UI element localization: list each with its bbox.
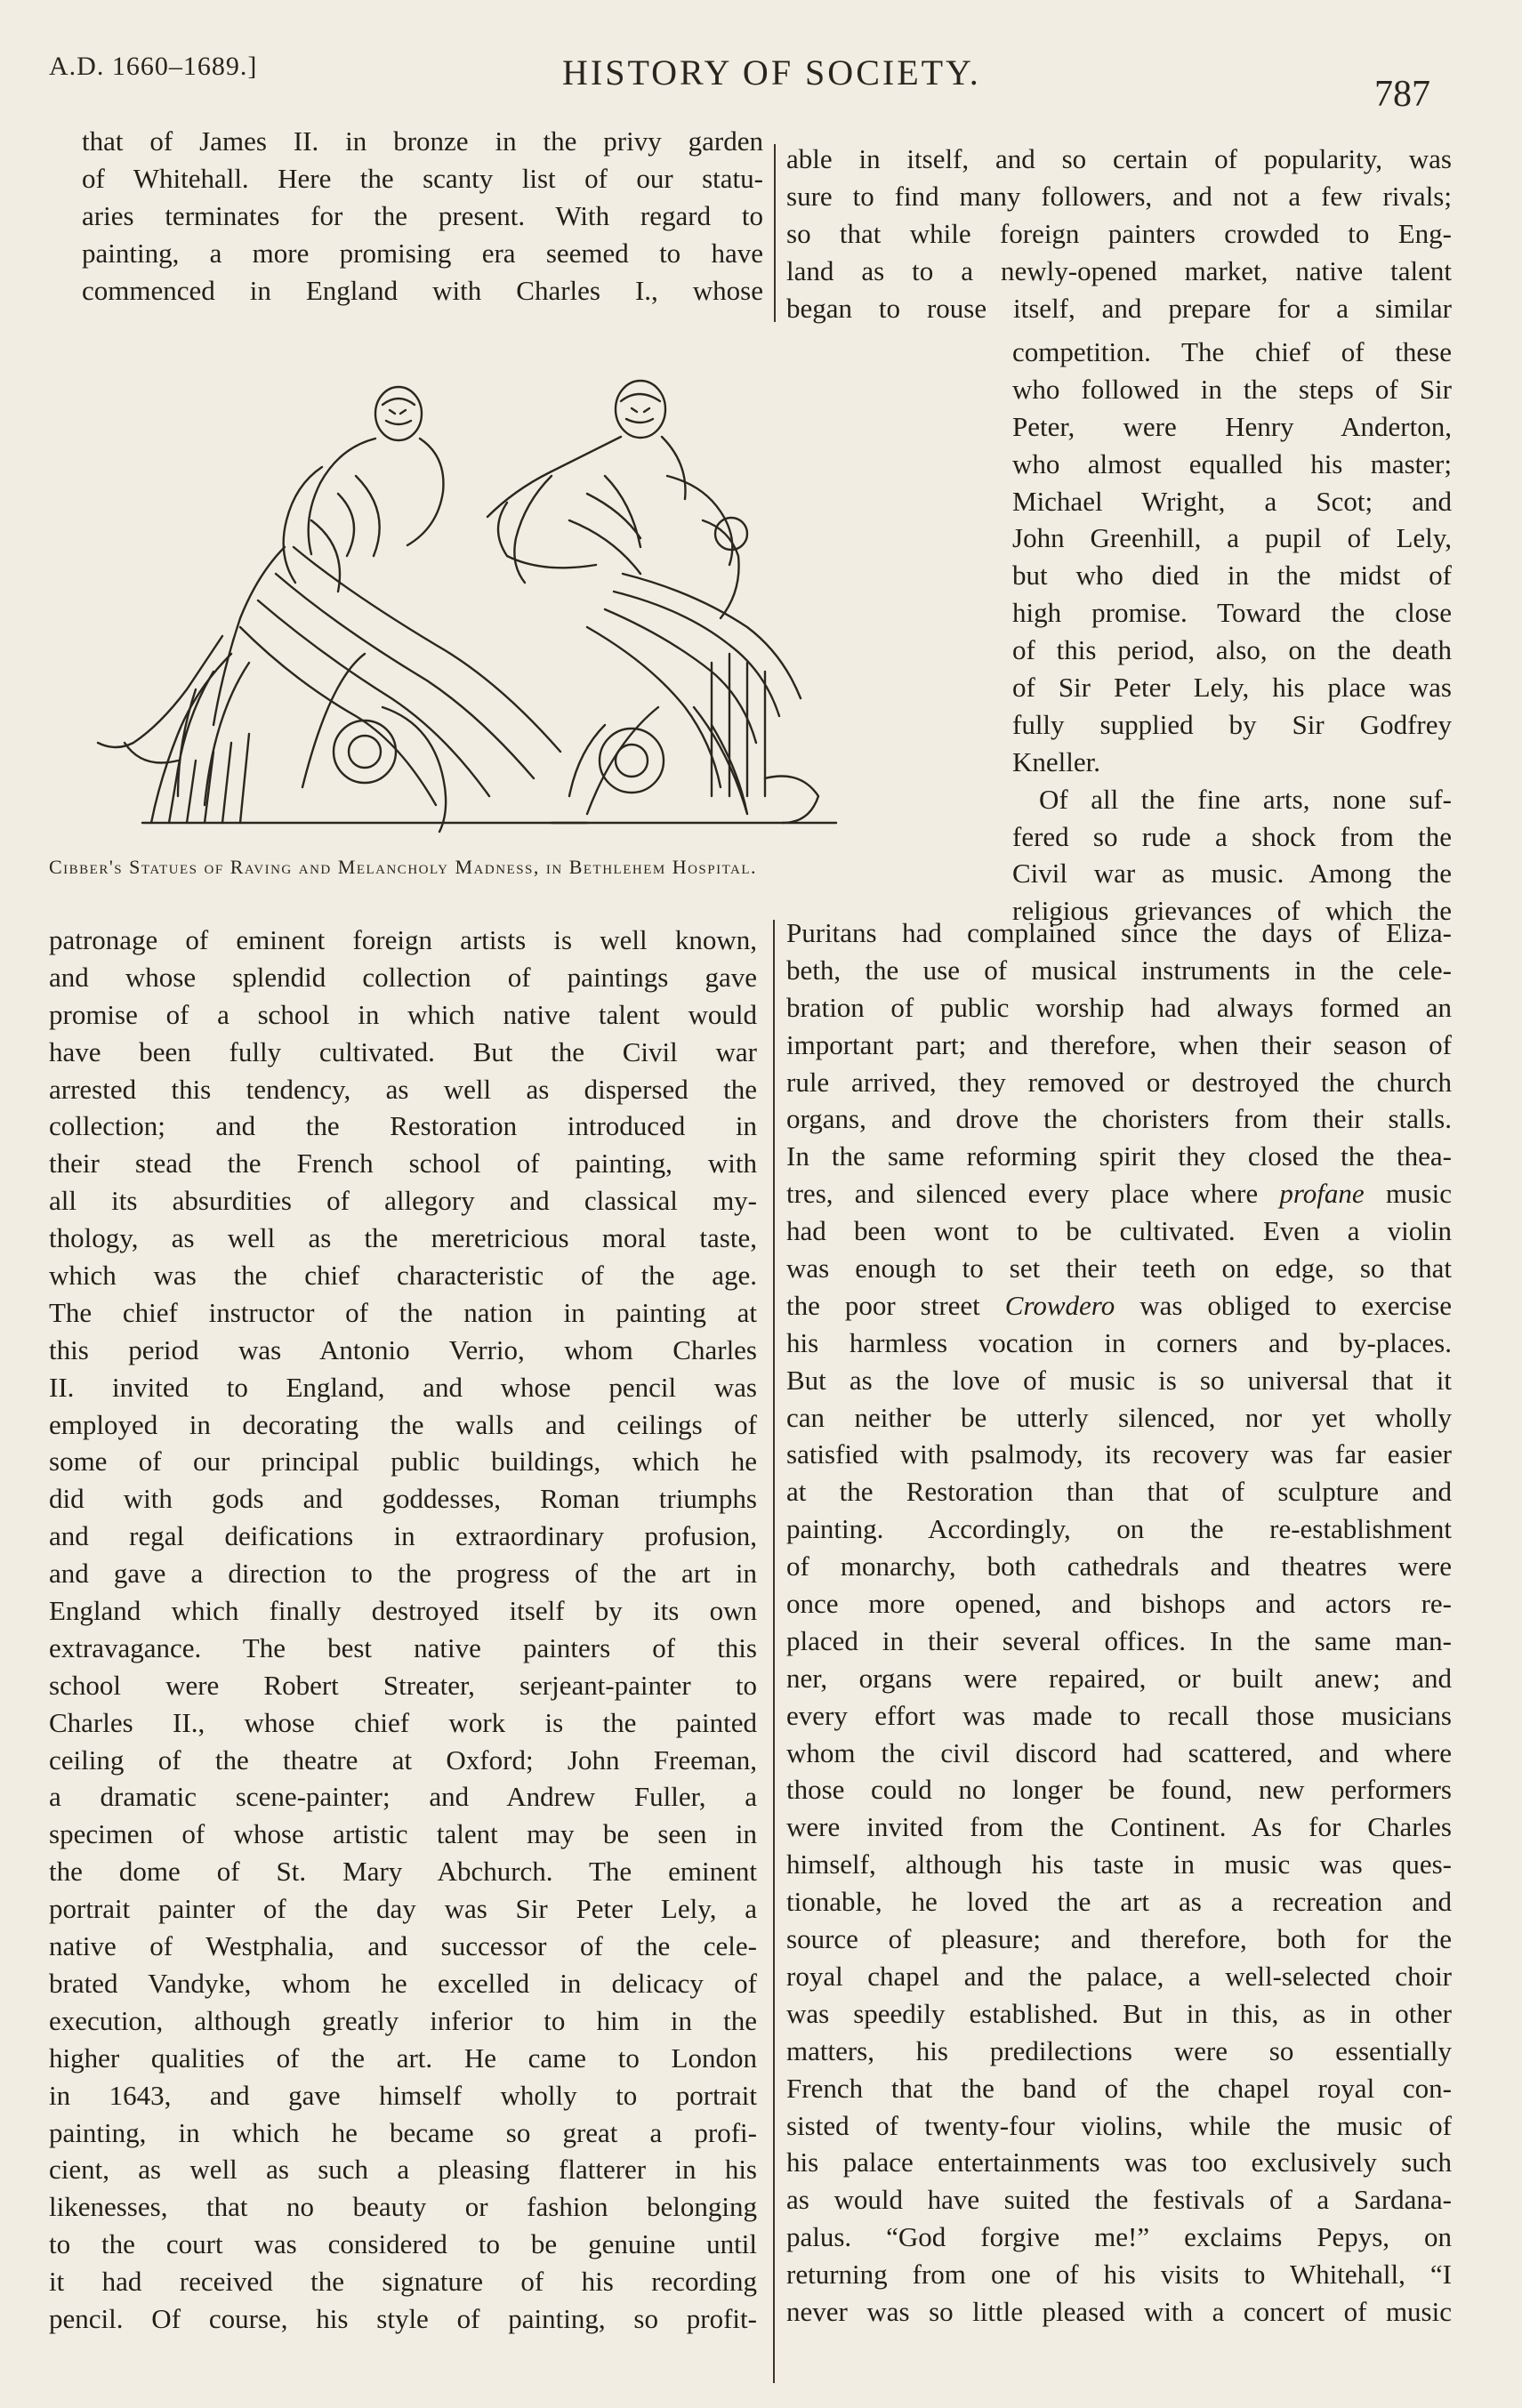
text-line: it had received the signature of his recording [49, 2266, 757, 2298]
text-line: school were Robert Streater, serjeant-painter to [49, 1669, 757, 1701]
text-line: once more opened, and bishops and actors re- [786, 1588, 1452, 1620]
text-line: painting, in which he became so great a profi- [49, 2116, 757, 2148]
text-line: Michael Wright, a Scot; and [1012, 485, 1452, 517]
text-line: Puritans had complained since the days of Eliza- [786, 917, 1452, 948]
page-number: 787 [1374, 74, 1430, 115]
text-line: source of pleasure; and therefore, both for the [786, 1923, 1452, 1955]
text-line: bration of public worship had always formed an [786, 991, 1452, 1023]
text-line: have been fully cultivated. But the Civil war [49, 1035, 757, 1067]
text-line: of Sir Peter Lely, his place was [1012, 672, 1452, 704]
text-line: and whose splendid collection of paintings gave [49, 961, 757, 993]
raving-madness-statue [98, 387, 587, 832]
text-line: as would have suited the festivals of a Sardana- [786, 2184, 1452, 2216]
text-line: pencil. Of course, his style of painting, so profit- [49, 2302, 757, 2334]
text-line: land as to a newly-opened market, native talent [786, 254, 1452, 286]
text-line: and gave a direction to the progress of the art in [49, 1558, 757, 1590]
text-line: John Greenhill, a pupil of Lely, [1012, 522, 1452, 554]
text-line: sure to find many followers, and not a few rivals; [786, 180, 1452, 212]
engraving-statues [89, 369, 978, 841]
text-line: fered so rude a shock from the [1012, 820, 1452, 852]
text-line: But as the love of music is so universal that it [786, 1364, 1452, 1396]
text-line: the poor street Crowdero was obliged to exercise [786, 1289, 1452, 1321]
text-column-main-left [49, 922, 757, 2338]
text-line: Civil war as music. Among the [1012, 858, 1452, 890]
text-column-top-left [82, 123, 763, 309]
text-line: satisfied with psalmody, its recovery was far easier [786, 1438, 1452, 1470]
text-line: was enough to set their teeth on edge, so that [786, 1252, 1452, 1285]
text-line: returning from one of his visits to Whitehall, “I [786, 2259, 1452, 2291]
text-line: placed in their several offices. In the same man- [786, 1624, 1452, 1656]
text-line: French that the band of the chapel royal con- [786, 2072, 1452, 2104]
text-line: arrested this tendency, as well as dispersed the [49, 1073, 757, 1105]
text-line: his palace entertainments was too exclusively such [786, 2146, 1452, 2178]
text-line: himself, although his taste in music was ques- [786, 1848, 1452, 1880]
text-line: so that while foreign painters crowded to Eng- [786, 217, 1452, 249]
text-line: rule arrived, they removed or destroyed the church [786, 1066, 1452, 1098]
text-line: portrait painter of the day was Sir Peter Lely, a [49, 1893, 757, 1925]
text-line: a dramatic scene-painter; and Andrew Fuller, a [49, 1781, 757, 1813]
column-divider [773, 920, 775, 2383]
text-line: can neither be utterly silenced, nor yet wholly [786, 1401, 1452, 1433]
text-line: painting, a more promising era seemed to have [82, 237, 763, 269]
text-line: Of all the fine arts, none suf- [1039, 783, 1452, 815]
text-line: beth, the use of musical instruments in the cele- [786, 954, 1452, 986]
text-line: royal chapel and the palace, a well-selected choir [786, 1960, 1452, 1992]
statues-illustration [89, 369, 978, 841]
text-line: ner, organs were repaired, or built anew; and [786, 1662, 1452, 1694]
text-line: employed in decorating the walls and ceilings of [49, 1408, 757, 1440]
text-line: collection; and the Restoration introduced in [49, 1110, 757, 1142]
text-line: likenesses, that no beauty or fashion belonging [49, 2191, 757, 2223]
text-line: and regal deifications in extraordinary profusion, [49, 1520, 757, 1552]
illustration-caption: Cibber's Statues of Raving and Melancholy Madness, in Bethlehem Hospital. [49, 856, 758, 878]
text-column-top-right [786, 141, 1452, 326]
text-line: to the court was considered to be genuine until [49, 2228, 757, 2260]
text-line: in 1643, and gave himself wholly to portrait [49, 2079, 757, 2111]
text-line: important part; and therefore, when their season of [786, 1028, 1452, 1060]
text-line: who almost equalled his master; [1012, 447, 1452, 479]
text-line: this period was Antonio Verrio, whom Charles [49, 1333, 757, 1365]
text-line: those could no longer be found, new performers [786, 1774, 1452, 1806]
text-line: native of Westphalia, and successor of the cele- [49, 1930, 757, 1962]
text-line: Peter, were Henry Anderton, [1012, 410, 1452, 442]
running-header-date: A.D. 1660–1689.] [49, 52, 258, 81]
text-line: never was so little pleased with a concert of music [786, 2295, 1452, 2327]
text-line: England which finally destroyed itself by its own [49, 1595, 757, 1627]
text-line: execution, although greatly inferior to him in the [49, 2004, 757, 2036]
text-line: aries terminates for the present. With regard to [82, 199, 763, 231]
column-divider [774, 144, 776, 322]
text-line: all its absurdities of allegory and classical my- [49, 1185, 757, 1217]
running-header-title: HISTORY OF SOCIETY. [562, 52, 981, 93]
text-line: competition. The chief of these [1012, 336, 1452, 367]
text-line: commenced in England with Charles I., whose [82, 274, 763, 306]
text-line: specimen of whose artistic talent may be seen in [49, 1818, 757, 1850]
text-line: began to rouse itself, and prepare for a similar [786, 292, 1452, 324]
text-line: which was the chief characteristic of the age. [49, 1260, 757, 1292]
text-line: organs, and drove the choristers from their stalls. [786, 1103, 1452, 1135]
text-line: sisted of twenty-four violins, while the music of [786, 2109, 1452, 2141]
text-line: that of James II. in bronze in the privy garden [82, 125, 763, 157]
text-line: matters, his predilections were so essentially [786, 2034, 1452, 2066]
text-line: of this period, also, on the death [1012, 634, 1452, 666]
text-line: cient, as well as such a pleasing flatterer in his [49, 2154, 757, 2186]
text-line: were invited from the Continent. As for Charles [786, 1811, 1452, 1843]
melancholy-madness-statue [487, 381, 836, 823]
text-line: some of our principal public buildings, which he [49, 1446, 757, 1478]
text-line: every effort was made to recall those musicians [786, 1699, 1452, 1731]
text-line: extravagance. The best native painters of this [49, 1631, 757, 1663]
text-line: The chief instructor of the nation in painting at [49, 1296, 757, 1328]
text-line: the dome of St. Mary Abchurch. The eminent [49, 1856, 757, 1888]
text-line: was speedily established. But in this, as in other [786, 1997, 1452, 2029]
text-line: able in itself, and so certain of popularity, was [786, 143, 1452, 174]
text-line: religious grievances of which the [1012, 895, 1452, 927]
text-line: brated Vandyke, whom he excelled in delicacy of [49, 1967, 757, 1999]
text-line: his harmless vocation in corners and by-places. [786, 1326, 1452, 1358]
text-line: did with gods and goddesses, Roman triumphs [49, 1483, 757, 1515]
text-line: painting. Accordingly, on the re-establishment [786, 1513, 1452, 1545]
text-line: thology, as well as the meretricious moral taste, [49, 1222, 757, 1254]
text-line: but who died in the midst of [1012, 560, 1452, 592]
text-line: In the same reforming spirit they closed the thea- [786, 1140, 1452, 1172]
text-line: patronage of eminent foreign artists is well known, [49, 924, 757, 955]
text-line: had been wont to be cultivated. Even a violin [786, 1215, 1452, 1247]
text-line: tionable, he loved the art as a recreation and [786, 1886, 1452, 1918]
text-line: whom the civil discord had scattered, and where [786, 1736, 1452, 1768]
text-line: fully supplied by Sir Godfrey [1012, 708, 1452, 740]
text-line: Kneller. [1012, 745, 1100, 777]
text-line: palus. “God forgive me!” exclaims Pepys, on [786, 2221, 1452, 2253]
text-column-wrap-right [1012, 334, 1452, 930]
text-line: of Whitehall. Here the scanty list of our statu- [82, 162, 763, 194]
text-line: promise of a school in which native talent would [49, 998, 757, 1030]
text-line: of monarchy, both cathedrals and theatres were [786, 1550, 1452, 1583]
text-line: ceiling of the theatre at Oxford; John Freeman, [49, 1744, 757, 1776]
text-line: higher qualities of the art. He came to London [49, 2042, 757, 2074]
text-line: Charles II., whose chief work is the painted [49, 1706, 757, 1738]
text-line: II. invited to England, and whose pencil was [49, 1371, 757, 1403]
text-line: tres, and silenced every place where profane music [786, 1178, 1452, 1210]
text-line: who followed in the steps of Sir [1012, 373, 1452, 405]
text-line: high promise. Toward the close [1012, 597, 1452, 629]
text-line: their stead the French school of painting, with [49, 1148, 757, 1180]
text-column-main-right [786, 914, 1452, 2331]
text-line: at the Restoration than that of sculpture and [786, 1476, 1452, 1508]
